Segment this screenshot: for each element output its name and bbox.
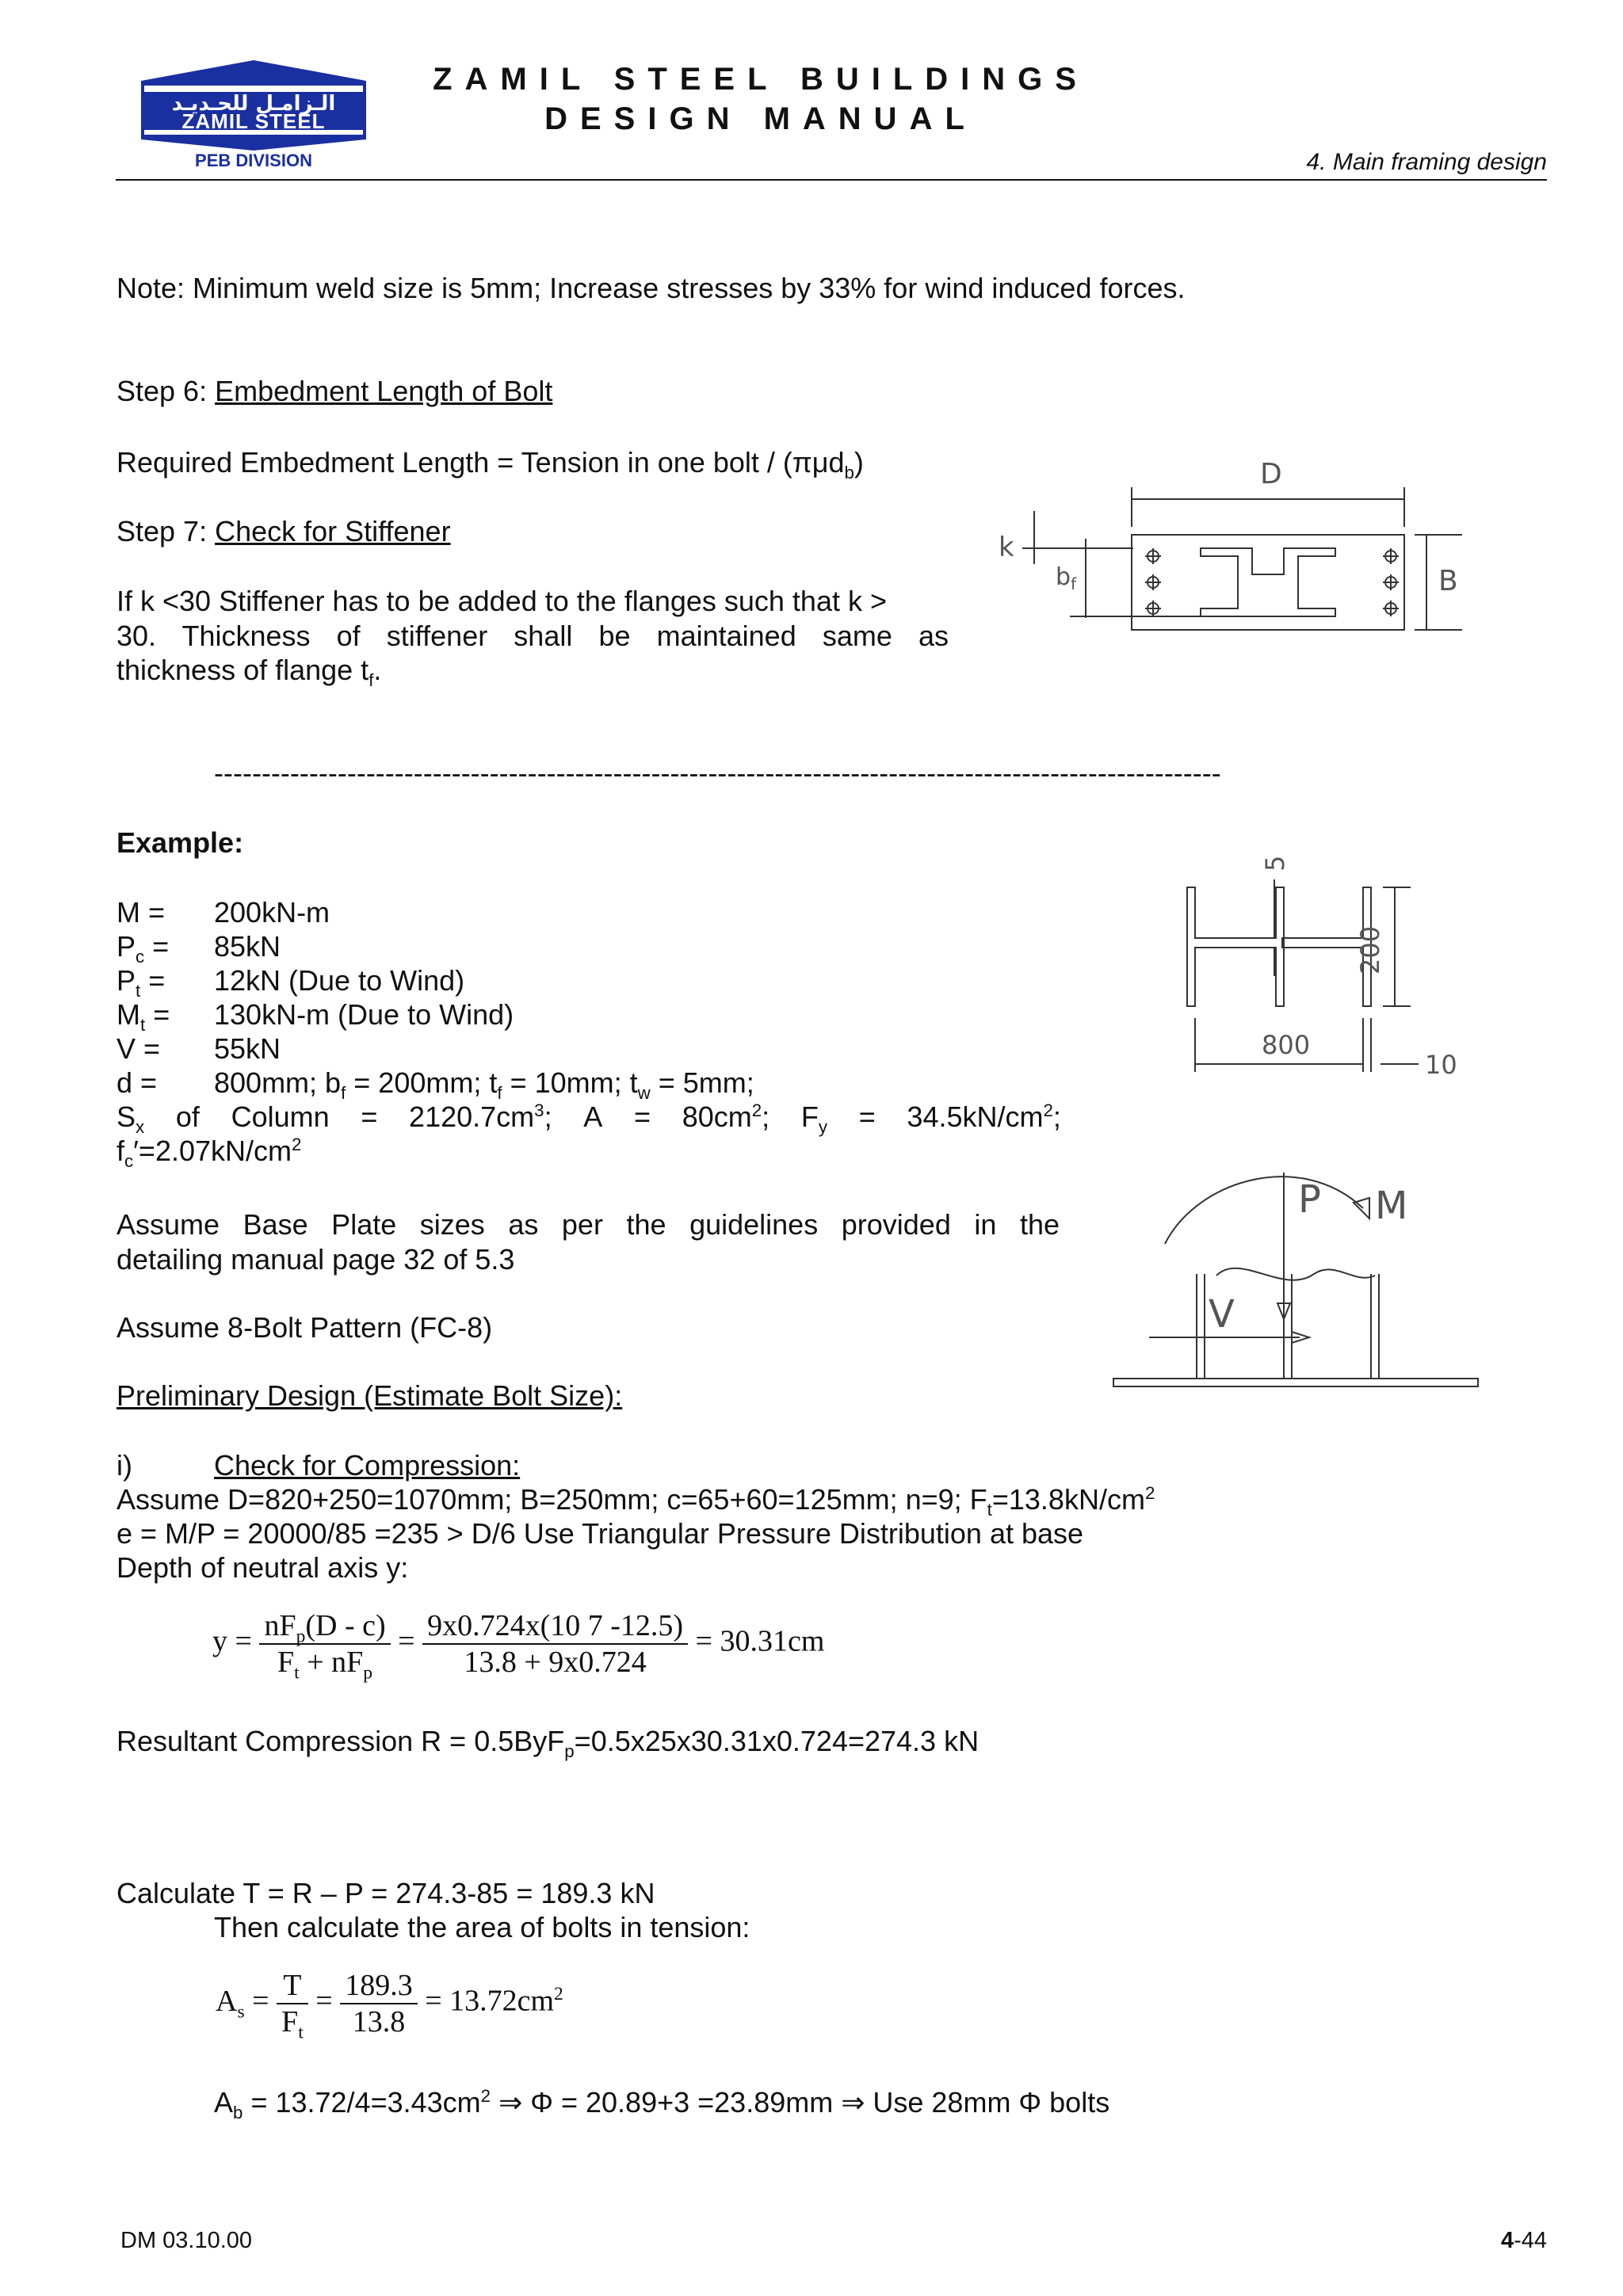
calculate-bolt-area: Then calculate the area of bolts in tension: (214, 1911, 750, 1943)
param-sub: t (136, 981, 141, 1001)
eq-y-fraction-numeric: $\frac{9x0.724x(10 7 -12.5)}{13.8 + 9x0.724}$ (422, 1608, 688, 1680)
header-rule (116, 179, 1547, 181)
param-sym: V (116, 1032, 136, 1065)
label-m: M (1375, 1184, 1408, 1228)
param-sym: P (116, 930, 136, 963)
param-row-mt (116, 997, 1061, 1035)
label-5: 5 (1260, 855, 1290, 871)
depth-neutral-axis: Depth of neutral axis y: (116, 1551, 409, 1584)
label-10: 10 (1425, 1050, 1457, 1080)
param-eq: = (136, 1032, 161, 1065)
label-bf: $b_f$ (1056, 563, 1077, 593)
step7-line1: If k <30 Stiffener has to be added to the flanges such that k > (116, 585, 887, 617)
column-section-outline (1201, 548, 1335, 616)
example-params (116, 895, 1061, 1172)
company-logo (135, 57, 372, 176)
param-eq: = (145, 998, 170, 1031)
param-sym: M (116, 896, 140, 929)
manual-title-line2: DESIGN MANUAL (544, 101, 977, 136)
bolt-holes-right (1383, 548, 1399, 616)
assume-dimensions: Assume D=820+250=1070mm; B=250mm; c=65+60=125mm; n=9; $F_t=13.8kN/cm^2$ (116, 1483, 1155, 1520)
calculate-tension: Calculate T = R – P = 274.3-85 = 189.3 kN (116, 1877, 655, 1909)
moment-m-arrowhead (1354, 1198, 1369, 1219)
check-compression-title: Check for Compression: (214, 1449, 521, 1482)
column-break-right (1314, 1269, 1375, 1277)
param-val: 130kN-m (Due to Wind) (214, 998, 514, 1031)
step6-formula-sub: b (844, 463, 854, 483)
param-val: 800mm; $b_f = 200mm$; $t_f = 10mm$; $t_w = 5mm$; (214, 1066, 754, 1104)
assume-bolt-pattern: Assume 8-Bolt Pattern (FC-8) (116, 1311, 493, 1344)
note-text: Note: Minimum weld size is 5mm; Increase stresses by 33% for wind induced forces. (116, 272, 1186, 304)
label-d: D (1260, 458, 1282, 490)
eccentricity-line: e = M/P = 20000/85 =235 > D/6 Use Triangular Pressure Distribution at base (116, 1517, 1084, 1550)
eq-as-fraction-numeric: $\frac{189.3}{13.8}$ (340, 1968, 418, 2039)
resultant-compression: Resultant Compression R = 0.5ByF$_p$=0.5x25x30.31x0.724=274.3 kN (116, 1725, 980, 1762)
step7-line3 (116, 653, 382, 691)
base-plate-diagram (983, 452, 1490, 650)
step6-formula-text: Required Embedment Length = Tension in one bolt / (πμd (116, 446, 845, 479)
param-sym: M (116, 998, 140, 1031)
i-section-left (1187, 887, 1284, 1006)
logo-division-text: PEB DIVISION (195, 151, 312, 170)
param-val: 85kN (214, 930, 281, 963)
param-row-d (116, 1066, 1061, 1104)
param-val: 55kN (214, 1032, 281, 1065)
param-eq: = (140, 896, 166, 929)
check-compression-index: i) (116, 1449, 132, 1482)
equation-y: y = $\frac{nF_p(D - c)}{F_t + nF_p}$ = $\frac{9x0.724x(10 7 -12.5)}{13.8 + 9x0.724}$ = 30.31cm (212, 1609, 825, 1684)
manual-title-line1: ZAMIL STEEL BUILDINGS (433, 62, 1089, 97)
base-plate (1113, 1379, 1478, 1386)
param-sub: c (136, 947, 145, 967)
label-b: B (1438, 565, 1458, 597)
eq-as-fraction-symbolic: $\frac{T}{F_t}$ (277, 1968, 308, 2039)
equation-as: $A_s$ = $\frac{T}{F_t}$ = $\frac{189.3}{13.8}$ = $13.72cm^2$ (216, 1969, 563, 2043)
column-load-diagram (1102, 1149, 1506, 1394)
preliminary-design-heading: Preliminary Design (Estimate Bolt Size): (116, 1379, 623, 1412)
param-row-pc (116, 929, 1061, 967)
step6-formula-close: ) (854, 446, 864, 479)
param-row-pt (116, 963, 1061, 1001)
param-row-sx: $S_x$ of Column = $2120.7cm^3$; A = $80cm^2$; $F_y$ = $34.5kN/cm^2$; (116, 1100, 1061, 1138)
param-row-v (116, 1032, 1061, 1066)
assume-base-plate-line2: detailing manual page 32 of 5.3 (116, 1243, 515, 1276)
step7-heading (116, 514, 451, 549)
eq-y-result: = 30.31cm (695, 1624, 825, 1658)
eq-y-lhs: y (212, 1624, 227, 1658)
separator-line: ---------------------------------------------------------------------------------------------------------- (214, 757, 1221, 789)
example-heading: Example: (116, 826, 244, 859)
param-row-m (116, 895, 1061, 929)
param-row-fc: $f_c'=2.07kN/cm^2$ (116, 1135, 302, 1172)
step7-line2: 30. Thickness of stiffener shall be maintained same as (116, 620, 949, 652)
footer-page-number: 4-44 (1500, 2228, 1547, 2253)
param-sym: P (116, 964, 136, 997)
param-val: 12kN (Due to Wind) (214, 964, 465, 997)
param-val: 200kN-m (214, 896, 330, 929)
step6-formula (116, 445, 864, 483)
label-200: 200 (1355, 925, 1385, 974)
step7-line3-sub: f (369, 670, 374, 691)
eq-as-result: = 13.72cm (425, 1984, 555, 2018)
bolt-holes-left (1145, 548, 1161, 616)
step7-line3-text: thickness of flange t (116, 654, 369, 686)
section-title: 4. Main framing design (1306, 149, 1547, 175)
eq-y-fraction-symbolic: $\frac{nF_p(D - c)}{F_t + nF_p}$ (259, 1608, 390, 1680)
i-section-diagram (1173, 840, 1506, 1085)
step7-title: Check for Stiffener (215, 515, 451, 547)
footer-doc-code: DM 03.10.00 (120, 2228, 253, 2253)
bolt-diameter-result: $A_b = 13.72/4=3.43cm^2$ ⇒ Φ = 20.89+3 =23.89mm ⇒ Use 28mm Φ bolts (214, 2086, 1110, 2123)
label-p: P (1298, 1177, 1321, 1222)
param-eq: = (144, 930, 170, 963)
moment-m-arc (1165, 1177, 1363, 1244)
column-break-left (1216, 1268, 1314, 1280)
eq-as-lhs: A (216, 1984, 238, 2018)
step6-prefix: Step 6: (116, 375, 216, 407)
assume-base-plate-line1: Assume Base Plate sizes as per the guidelines provided in the (116, 1208, 1060, 1241)
param-sym: d = (116, 1066, 158, 1099)
label-800: 800 (1262, 1030, 1311, 1060)
logo-arabic-text: الـزامـل للحـديـد (171, 92, 336, 116)
label-k: k (999, 532, 1014, 563)
param-eq: = (140, 964, 166, 997)
logo-brand-text: ZAMIL STEEL (181, 109, 326, 133)
param-sub: t (140, 1015, 146, 1035)
step7-prefix: Step 7: (116, 515, 216, 547)
label-v: V (1209, 1292, 1235, 1337)
step6-heading (116, 374, 552, 409)
step6-title: Embedment Length of Bolt (215, 375, 553, 407)
step7-line3-end: . (373, 654, 382, 686)
